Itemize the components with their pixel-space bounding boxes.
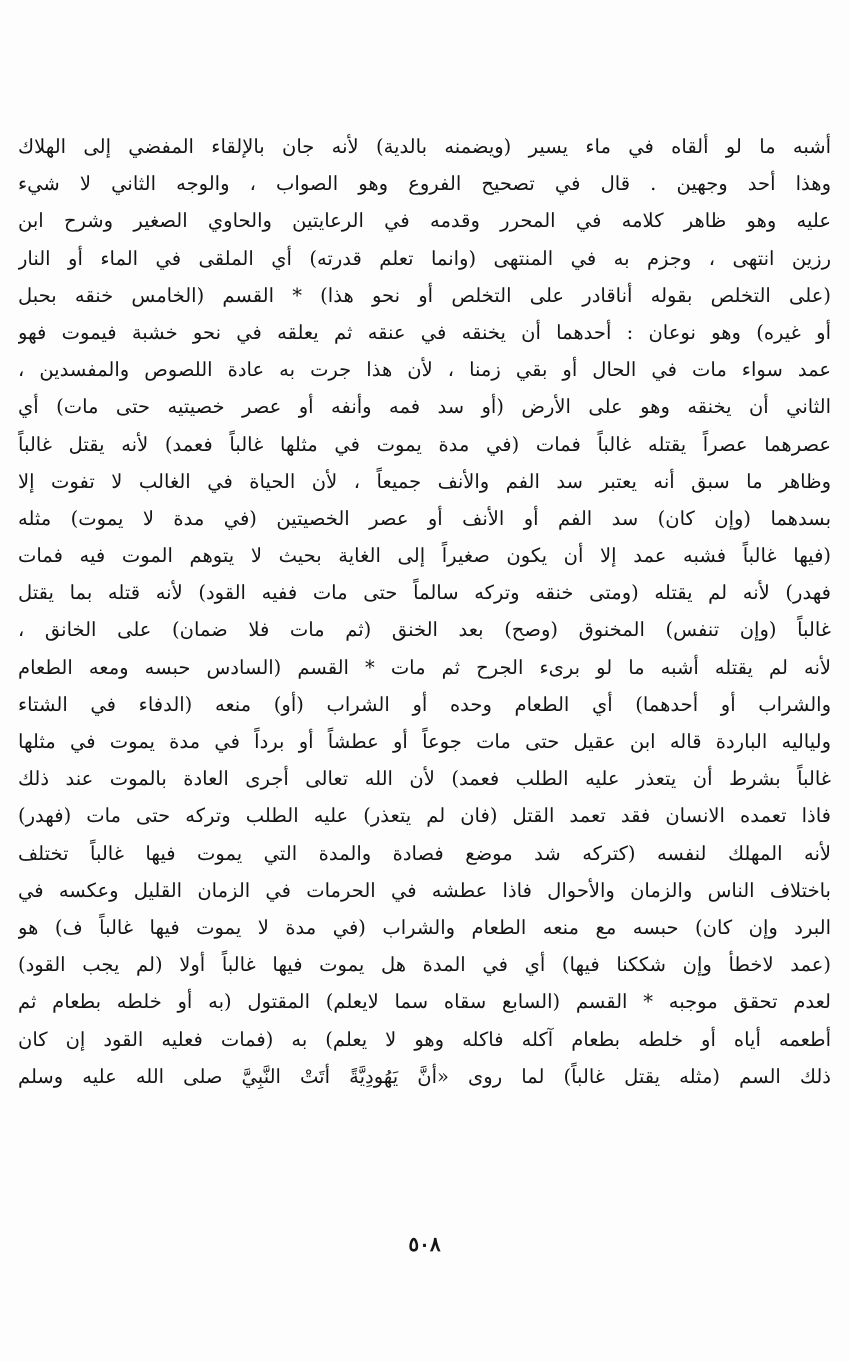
text-line: (عمد لاخطأ وإن شككنا فيها) أي في المدة هل يموت فيها غالباً أولا (لم يجب القود): [18, 953, 831, 977]
text-line: لعدم تحقق موجبه * القسم (السابع سقاه سما لايعلم) المقتول (به أو خلطه بطعام ثم: [18, 990, 831, 1014]
body-text: [18, 128, 831, 1095]
text-line: بسدهما (وإن كان) سد الفم أو الأنف أو عصر الخصيتين (في مدة لا يموت) مثله: [18, 506, 831, 530]
text-line: لأنه لم يقتله أشبه ما لو برىء الجرح ثم مات * القسم (السادس حبسه ومعه الطعام: [18, 655, 831, 679]
text-line: البرد وإن كان) حبسه مع منعه الطعام والشراب (في مدة لا يموت فيها غالباً ف) هو: [18, 915, 831, 939]
text-line: الثاني أن يخنقه وهو على الأرض (أو سد فمه وأنفه أو عصر خصيتيه حتى مات) أي: [18, 395, 831, 419]
text-line: ذلك السم (مثله يقتل غالباً) لما روى «أنَّ يَهُودِيَّةً أتَتْ النَّبِيَّ صلى الله عليه وسلم: [18, 1064, 831, 1088]
text-line: وهذا أحد وجهين . قال في تصحيح الفروع وهو الصواب ، والوجه الثاني لا شيء: [18, 172, 831, 196]
text-line: أو غيره) وهو نوعان : أحدهما أن يخنقه في عنقه ثم يعلقه في نحو خشبة فيموت فهو: [18, 320, 831, 344]
text-line: (فيها غالباً فشبه عمد إلا أن يكون صغيراً إلى الغاية بحيث لا يتوهم الموت فيه فمات: [18, 544, 831, 568]
text-line: فهدر) لأنه لم يقتله (ومتى خنقه وتركه سالماً حتى مات ففيه القود) لأنه قتله بما يقتل: [18, 581, 831, 605]
text-line: (على التخلص بقوله أناقادر على التخلص أو نحو هذا) * القسم (الخامس خنقه بحبل: [18, 283, 831, 307]
page-number: ٥٠٨: [408, 1232, 441, 1256]
text-line: أشبه ما لو ألقاه في ماء يسير (ويضمنه بالدية) لأنه جان بالإلقاء المفضي إلى الهلاك: [18, 135, 831, 158]
text-line: باختلاف الناس والزمان والأحوال فاذا عطشه في الحرمات في الزمان القليل وعكسه في: [18, 878, 831, 902]
text-line: عصرهما عصراً يقتله غالباً فمات (في مدة يموت في مثلها غالباً فعمد) لأنه يقتل غالباً: [18, 432, 831, 456]
text-line: والشراب أو أحدهما) أي الطعام وحده أو الشراب (أو) منعه (الدفاء في الشتاء: [18, 692, 831, 716]
text-line: فاذا تعمده الانسان فقد تعمد القتل (فان لم يتعذر) عليه الطلب وتركه حتى مات (فهدر): [18, 804, 831, 828]
text-line: رزين انتهى ، وجزم به في المنتهى (وانما تعلم قدرته) أي الملقى في الماء أو النار: [18, 246, 831, 270]
text-line: أطعمه أياه أو خلطه بطعام آكله فاكله وهو لا يعلم) به (فمات فعليه القود إن كان: [18, 1027, 831, 1051]
text-line: عليه وهو ظاهر كلامه في المحرر وقدمه في الرعايتين والحاوي الصغير وشرح ابن: [18, 209, 831, 233]
text-line: عمد سواء مات في الحال أو بقي زمنا ، لأن هذا جرت به عادة اللصوص والمفسدين ،: [18, 358, 831, 382]
text-line: وظاهر ما سبق أنه يعتبر سد الفم والأنف جميعاً ، لأن الحياة في الغالب لا تفوت إلا: [18, 469, 831, 493]
text-line: ولياليه الباردة قاله ابن عقيل حتى مات جوعاً أو عطشاً أو برداً في مدة يموت في مثلها: [18, 730, 831, 753]
text-line: غالباً (وإن تنفس) المخنوق (وصح) بعد الخنق (ثم مات فلا ضمان) على الخانق ،: [18, 618, 831, 642]
text-line: لأنه المهلك لنفسه (كتركه شد موضع فصادة والمدة التي يموت فيها غالباً تختلف: [18, 841, 831, 865]
text-line: غالباً بشرط أن يتعذر عليه الطلب فعمد) لأن الله تعالى أجرى العادة بالموت عند ذلك: [18, 767, 831, 791]
